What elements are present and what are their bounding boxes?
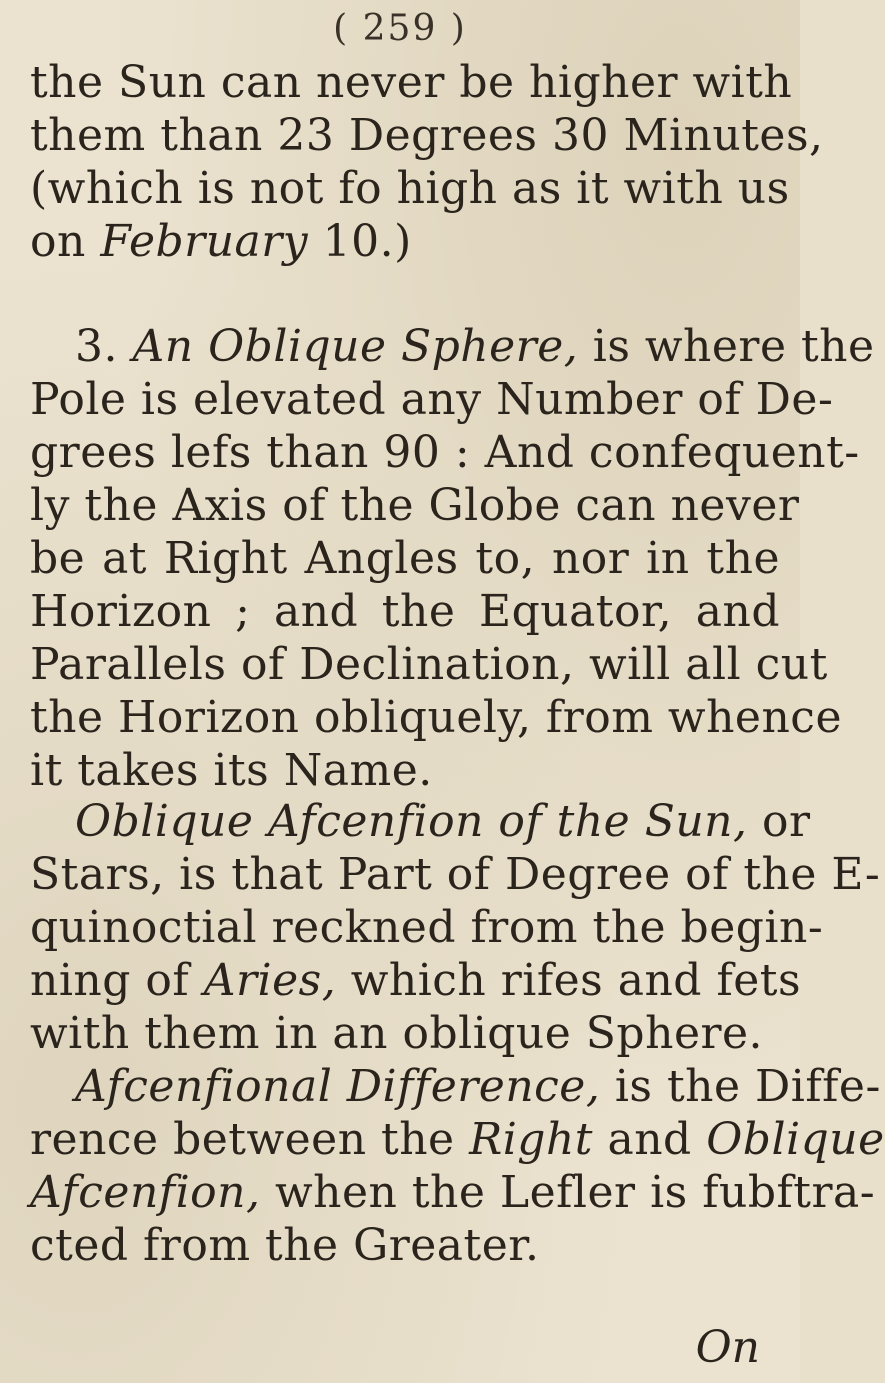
text-line	[30, 1113, 885, 1166]
paragraph-4	[30, 1060, 885, 1272]
text-span: 10.)	[322, 216, 412, 267]
text-line: the Horizon obliquely, from whence	[30, 692, 842, 743]
text-span: which rifes and fets	[350, 955, 802, 1006]
term-heading: Oblique Afcenfion of the Sun,	[75, 796, 748, 847]
text-line	[30, 954, 802, 1007]
text-line: Horizon ; and the Equator, and	[30, 586, 780, 637]
text-line: quinoctial reckned from the begin-	[30, 902, 824, 953]
text-line: be at Right Angles to, nor in the	[30, 533, 780, 584]
text-line: Pole is elevated any Number of De-	[30, 374, 834, 425]
italic-text: Aries,	[203, 955, 337, 1006]
text-span: and	[607, 1114, 692, 1165]
catchword: On	[695, 1322, 760, 1373]
text-span: rence between the	[30, 1114, 455, 1165]
text-line: it takes its Name.	[30, 745, 433, 796]
text-line: with them in an oblique Sphere.	[30, 1008, 764, 1059]
section-number: 3.	[75, 321, 118, 372]
paragraph-3	[30, 795, 881, 1060]
text-line: ly the Axis of the Globe can never	[30, 480, 800, 531]
text-line	[30, 320, 875, 373]
term-heading: Afcenfional Difference,	[75, 1061, 601, 1112]
text-span: is the Diffe-	[614, 1061, 881, 1112]
text-span: ning of	[30, 955, 190, 1006]
italic-text: February	[100, 216, 309, 267]
text-span: is where the	[592, 321, 875, 372]
italic-text: Right	[469, 1114, 593, 1165]
text-line: Stars, is that Part of Degree of the E-	[30, 849, 881, 900]
text-line: Parallels of Declination, will all cut	[30, 639, 828, 690]
text-line	[30, 1060, 881, 1113]
italic-text: Oblique	[706, 1114, 885, 1165]
text-line: cted from the Greater.	[30, 1220, 540, 1271]
text-line: them than 23 Degrees 30 Minutes,	[30, 110, 824, 161]
paragraph-2	[30, 320, 875, 797]
term-heading: An Oblique Sphere,	[132, 321, 579, 372]
text-span: when the Lefler is fubftra-	[274, 1167, 876, 1218]
text-span: on	[30, 216, 86, 267]
paragraph-1	[30, 56, 824, 268]
text-line: the Sun can never be higher with	[30, 57, 793, 108]
italic-text: Afcenfion,	[30, 1167, 261, 1218]
text-span: or	[762, 796, 811, 847]
text-line	[30, 215, 780, 268]
page-number: ( 259 )	[333, 8, 467, 49]
text-line	[30, 1166, 876, 1219]
text-line	[30, 795, 811, 848]
text-line: (which is not fo high as it with us	[30, 163, 790, 214]
text-line: grees lefs than 90 : And confequent-	[30, 427, 860, 478]
